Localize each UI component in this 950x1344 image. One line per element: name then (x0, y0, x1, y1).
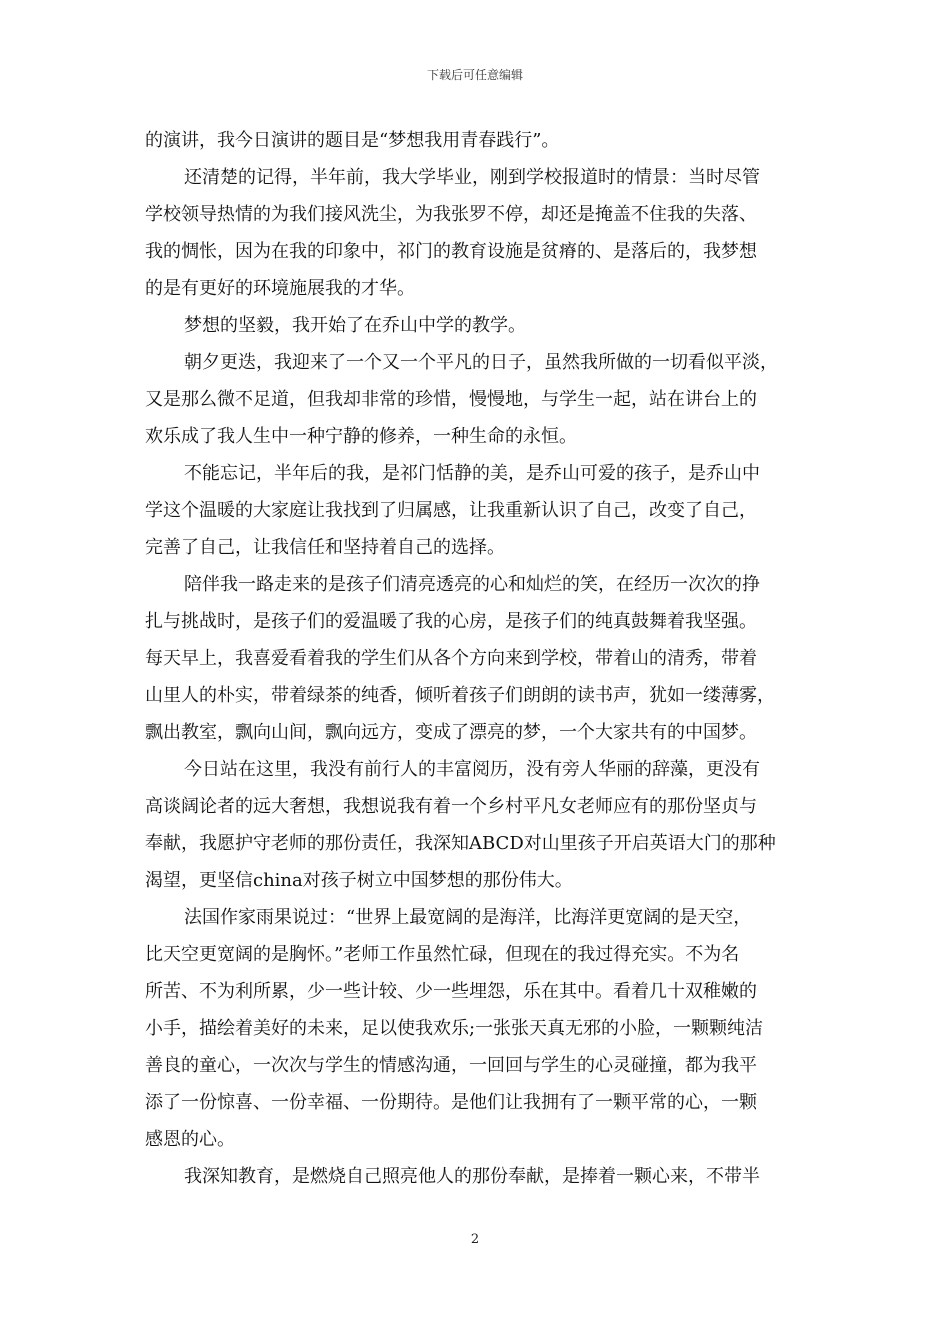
text-line: 不能忘记，半年后的我，是祁门恬静的美，是乔山可爱的孩子，是乔山中 (184, 463, 760, 484)
text-line: 善良的童心，一次次与学生的情感沟通，一回回与学生的心灵碰撞，都为我平 (145, 1055, 757, 1076)
text-line: 学这个温暖的大家庭让我找到了归属感，让我重新认识了自己，改变了自己， (145, 500, 757, 521)
text-line: 比天空更宽阔的是胸怀。”老师工作虽然忙碌，但现在的我过得充实。不为名 (145, 944, 740, 965)
text-line: 每天早上，我喜爱看着我的学生们从各个方向来到学校，带着山的清秀，带着 (145, 648, 757, 669)
text-line: 飘出教室，飘向山间，飘向远方，变成了漂亮的梦，一个大家共有的中国梦。 (145, 722, 757, 743)
text-line: 陪伴我一路走来的是孩子们清亮透亮的心和灿烂的笑，在经历一次次的挣 (184, 574, 760, 595)
text-line: 的演讲，我今日演讲的题目是“梦想我用青春践行”。 (145, 130, 560, 151)
text-line: 的是有更好的环境施展我的才华。 (145, 278, 415, 299)
page-number: 2 (470, 1232, 480, 1247)
text-line: 欢乐成了我人生中一种宁静的修养，一种生命的永恒。 (145, 426, 577, 447)
text-line: 我的惆怅，因为在我的印象中，祁门的教育设施是贫瘠的、是落后的，我梦想 (145, 241, 757, 262)
text-line: 还清楚的记得，半年前，我大学毕业，刚到学校报道时的情景：当时尽管 (184, 167, 760, 188)
text-line: 奉献，我愿护守老师的那份责任，我深知ABCD对山里孩子开启英语大门的那种 (145, 833, 776, 854)
text-line: 感恩的心。 (145, 1129, 235, 1150)
text-line: 法国作家雨果说过：“世界上最宽阔的是海洋，比海洋更宽阔的是天空， (184, 907, 752, 928)
text-line: 所苦、不为利所累，少一些计较、少一些埋怨，乐在其中。看着几十双稚嫩的 (145, 981, 757, 1002)
text-line: 高谈阔论者的远大奢想，我想说我有着一个乡村平凡女老师应有的那份坚贞与 (145, 796, 757, 817)
text-line: 添了一份惊喜、一份幸福、一份期待。是他们让我拥有了一颗平常的心，一颗 (145, 1092, 757, 1113)
text-line: 我深知教育，是燃烧自己照亮他人的那份奉献，是捧着一颗心来，不带半 (184, 1166, 760, 1187)
text-line: 完善了自己，让我信任和坚持着自己的选择。 (145, 537, 505, 558)
text-line: 朝夕更迭，我迎来了一个又一个平凡的日子，虽然我所做的一切看似平淡， (184, 352, 778, 373)
text-line: 今日站在这里，我没有前行人的丰富阅历，没有旁人华丽的辞藻，更没有 (184, 759, 760, 780)
page-header: 下载后可任意编辑 (426, 68, 523, 82)
text-line: 学校领导热情的为我们接风洗尘，为我张罗不停，却还是掩盖不住我的失落、 (145, 204, 757, 225)
text-line: 山里人的朴实，带着绿茶的纯香，倾听着孩子们朗朗的读书声，犹如一缕薄雾， (145, 685, 775, 706)
document-body (145, 122, 815, 1195)
text-line: 渴望，更坚信china对孩子树立中国梦想的那份伟大。 (145, 870, 573, 891)
text-line: 梦想的坚毅，我开始了在乔山中学的教学。 (184, 315, 526, 336)
text-line: 扎与挑战时，是孩子们的爱温暖了我的心房，是孩子们的纯真鼓舞着我坚强。 (145, 611, 757, 632)
text-line: 小手，描绘着美好的未来，足以使我欢乐;一张张天真无邪的小脸，一颗颗纯洁 (145, 1018, 764, 1039)
text-line: 又是那么微不足道，但我却非常的珍惜，慢慢地，与学生一起，站在讲台上的 (145, 389, 757, 410)
